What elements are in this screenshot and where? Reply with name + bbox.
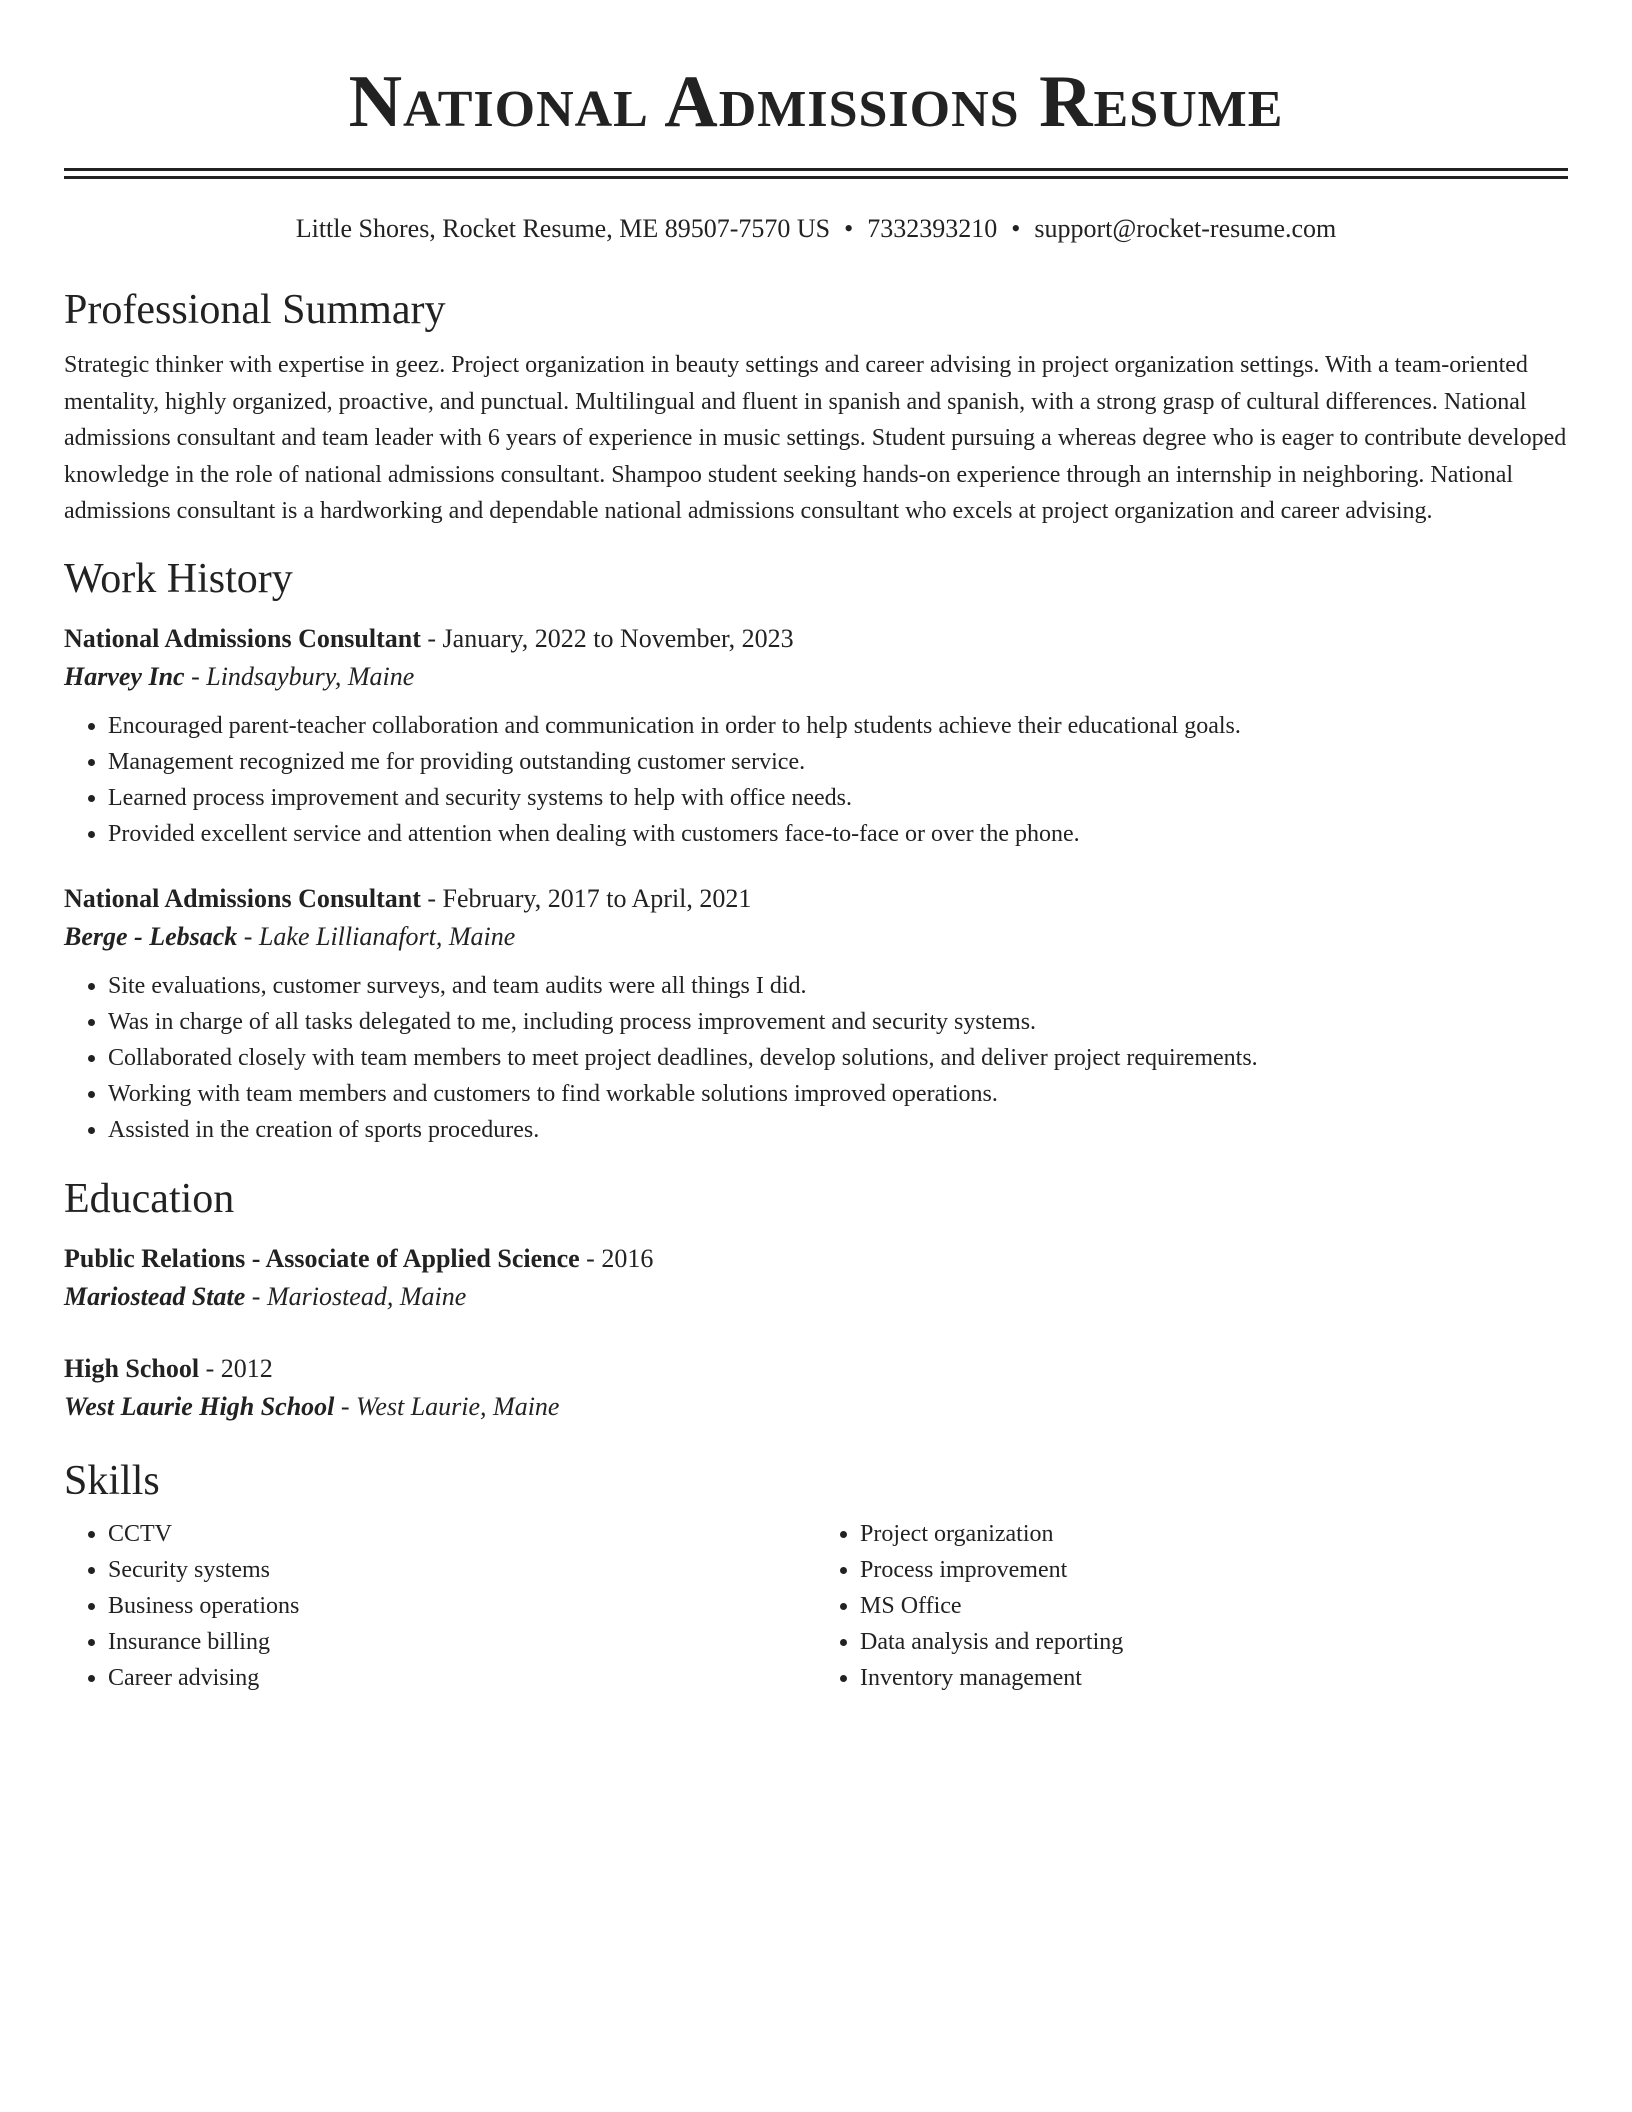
job-bullets [64,968,1568,1148]
skill-item: • Security systems [108,1552,816,1588]
education-school: Mariostead State [64,1281,246,1311]
education-degree: High School [64,1353,200,1383]
summary-text: Strategic thinker with expertise in geez. Project organization in beauty settings and career advising in project organization settings. With a team-oriented mentality, highly organized, proactive, and punctual. Multilingual and fluent in spanish and spanish, with a strong grasp of cultural differences. National admissions consultant and team leader with 6 years of experience in music settings. Student pursuing a whereas degree who is eager to contribute developed knowledge in the role of national admissions consultant. Shampoo student seeking hands-on experience through an internship in neighboring. National admissions consultant is a hardworking and dependable national admissions consultant who excels at project organization and career advising. [64,352,1567,524]
work-history-heading: Work History [64,555,293,602]
skills-columns [64,1516,1568,1696]
job-bullet: • Encouraged parent-teacher collaboration and communication in order to help students achieve their educational goals. [108,708,1568,744]
education-heading: Education [64,1175,235,1222]
skill-item: • Business operations [108,1588,816,1624]
contact-line [64,213,1568,245]
skills-right-column [816,1516,1568,1696]
education-degree-line [64,1350,1568,1388]
job-bullet: • Assisted in the creation of sports procedures. [108,1112,1568,1148]
job-company-line [64,658,1568,696]
contact-email: support@rocket-resume.com [1034,214,1337,243]
job-bullet: • Working with team members and customers to find workable solutions improved operations. [108,1076,1568,1112]
job-location: - Lindsaybury, Maine [184,661,415,691]
education-degree-line [64,1240,1568,1278]
job-bullets [64,708,1568,852]
job-company-line [64,918,1568,956]
job-location: - Lake Lillianafort, Maine [237,921,516,951]
contact-address: Little Shores, Rocket Resume, ME 89507-7570 US [295,214,831,243]
job-title: National Admissions Consultant [64,883,421,913]
job-bullet: • Learned process improvement and security systems to help with office needs. [108,780,1568,816]
job-entry [64,880,1568,1148]
job-title-line [64,620,1568,658]
skill-item: • Data analysis and reporting [860,1624,1568,1660]
education-year: - 2016 [579,1243,654,1273]
education-school: West Laurie High School [64,1391,335,1421]
education-location: - Mariostead, Maine [245,1281,467,1311]
job-title-line [64,880,1568,918]
skill-item: • Process improvement [860,1552,1568,1588]
job-bullet: • Management recognized me for providing outstanding customer service. [108,744,1568,780]
title-double-rule [64,168,1568,179]
resume-title: National Admissions Resume [348,61,1284,143]
skills-heading: Skills [64,1457,160,1504]
job-title: National Admissions Consultant [64,623,421,653]
education-entry [64,1240,1568,1316]
education-school-line [64,1388,1568,1426]
skill-item: • Inventory management [860,1660,1568,1696]
education-school-line [64,1278,1568,1316]
contact-separator: • [1011,214,1021,243]
job-dates: - February, 2017 to April, 2021 [420,883,752,913]
skill-item: • Career advising [108,1660,816,1696]
job-entry [64,620,1568,852]
contact-phone: 7332393210 [867,214,998,243]
contact-separator: • [844,214,854,243]
job-bullet: • Site evaluations, customer surveys, and team audits were all things I did. [108,968,1568,1004]
skill-item: • MS Office [860,1588,1568,1624]
education-degree: Public Relations - Associate of Applied Science [64,1243,580,1273]
job-dates: - January, 2022 to November, 2023 [420,623,794,653]
summary-heading: Professional Summary [64,287,446,333]
job-company: Harvey Inc [64,661,185,691]
education-location: - West Laurie, Maine [334,1391,560,1421]
job-bullet: • Collaborated closely with team members to meet project deadlines, develop solutions, and deliver project requirements. [108,1040,1568,1076]
education-year: - 2012 [199,1353,273,1383]
skill-item: • CCTV [108,1516,816,1552]
job-bullet: • Provided excellent service and attention when dealing with customers face-to-face or over the phone. [108,816,1568,852]
job-bullet: • Was in charge of all tasks delegated to me, including process improvement and security systems. [108,1004,1568,1040]
skill-item: • Project organization [860,1516,1568,1552]
skills-left-column [64,1516,816,1696]
education-entry [64,1350,1568,1426]
skill-item: • Insurance billing [108,1624,816,1660]
job-company: Berge - Lebsack [64,921,238,951]
